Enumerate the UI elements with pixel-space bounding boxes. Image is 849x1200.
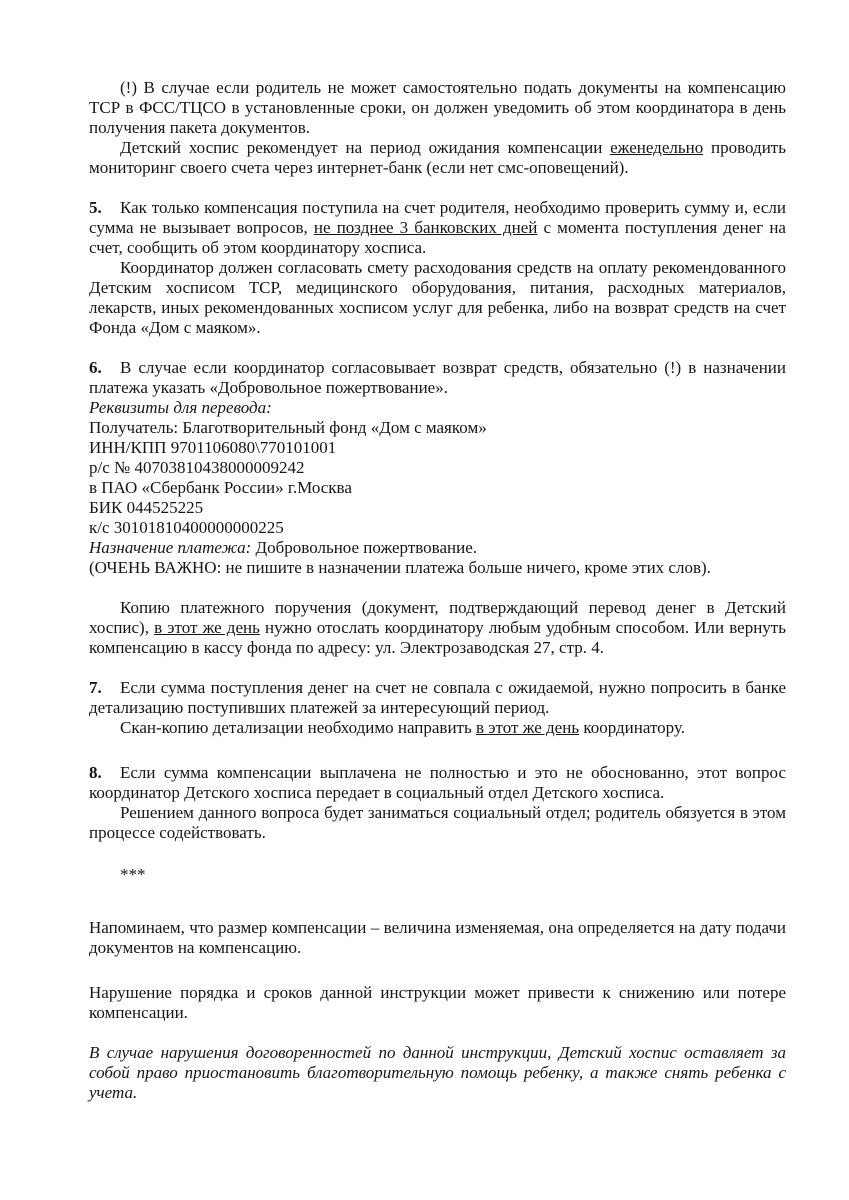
- underlined-text-run: не позднее 3 банковских дней: [313, 218, 538, 237]
- text-run: (!) В случае если родитель не может самостоятельно подать документы на компенсацию ТСР в ФСС/ТЦСО в установленные сроки, он должен уведомить об этом координатора в день получения пакета документов.: [89, 78, 786, 137]
- bank-line: [89, 478, 786, 498]
- text-run: Реквизиты для перевода:: [89, 398, 272, 417]
- intro-paragraph: [89, 78, 786, 138]
- final-italic-paragraph: [89, 1043, 786, 1103]
- text-run: к/с 30101810400000000225: [89, 518, 284, 537]
- text-run: Детский хоспис рекомендует на период ожидания компенсации: [120, 138, 611, 157]
- corr-account-line: [89, 518, 786, 538]
- violation-warning-paragraph: [89, 983, 786, 1023]
- text-run: с момента поступления денег на счет, сообщить об этом координатору хосписа.: [89, 218, 786, 257]
- text-run: Добровольное пожертвование.: [251, 538, 477, 557]
- text-run: ***: [120, 865, 146, 884]
- text-run: Напоминаем, что размер компенсации – величина изменяемая, она определяется на дату подачи документов на компенсацию.: [89, 918, 786, 957]
- item-7: [89, 678, 786, 718]
- underlined-text-run: еженедельно: [610, 138, 704, 157]
- payment-copy-paragraph: [89, 598, 786, 658]
- item-number: 8.: [89, 763, 102, 782]
- underlined-text-run: в этот же день: [154, 618, 260, 637]
- text-run: в ПАО «Сбербанк России» г.Москва: [89, 478, 352, 497]
- text-run: Если сумма компенсации выплачена не полностью и это не обоснованно, этот вопрос координатор Детского хосписа передает в социальный отдел Детского хосписа.: [89, 763, 786, 802]
- item-number: 6.: [89, 358, 102, 377]
- text-run: Как только компенсация поступила на счет родителя, необходимо проверить сумму и, если сумма не вызывает вопросов,: [89, 198, 786, 237]
- item-number: 5.: [89, 198, 102, 217]
- text-run: Копию платежного поручения (документ, подтверждающий перевод денег в Детский хоспис),: [89, 598, 786, 637]
- reminder-paragraph: [89, 918, 786, 958]
- italic-text-run: Назначение платежа:: [89, 538, 252, 557]
- text-run: ИНН/КПП 9701106080\770101001: [89, 438, 337, 457]
- underlined-text-run: в этот же день: [475, 718, 580, 737]
- text-run: Нарушение порядка и сроков данной инструкции может привести к снижению или потере компенсации.: [89, 983, 786, 1022]
- requisites-label: [89, 398, 786, 418]
- resolution-paragraph: [89, 803, 786, 843]
- text-run: Если сумма поступления денег на счет не совпала с ожидаемой, нужно попросить в банке детализацию поступивших платежей за интересующий период.: [89, 678, 786, 717]
- text-run: Координатор должен согласовать смету расходования средств на оплату рекомендованного Детским хосписом ТСР, медицинского оборудования, питания, расходных материалов, лекарств, иных рекомендованных хосписом услуг для ребенка, либо на возврат средств на счет Фонда «Дом с маяком».: [89, 258, 786, 337]
- text-run: В случае если координатор согласовывает возврат средств, обязательно (!) в назначении платежа указать «Добровольное пожертвование».: [89, 358, 786, 397]
- text-run: (ОЧЕНЬ ВАЖНО: не пишите в назначении платежа больше ничего, кроме этих слов).: [89, 558, 711, 577]
- item-8: [89, 763, 786, 803]
- coordinator-paragraph: [89, 258, 786, 338]
- scan-copy-paragraph: [89, 718, 786, 738]
- account-line: [89, 458, 786, 478]
- text-run: Скан-копию детализации необходимо направить: [120, 718, 476, 737]
- text-run: Получатель: Благотворительный фонд «Дом с маяком»: [89, 418, 487, 437]
- text-run: В случае нарушения договоренностей по данной инструкции, Детский хоспис оставляет за собой право приостановить благотворительную помощь ребенку, а также снять ребенка с учета.: [89, 1043, 786, 1102]
- payment-purpose-line: [89, 538, 786, 558]
- text-run: нужно отослать координатору любым удобным способом. Или вернуть компенсацию в кассу фонда по адресу: ул. Электрозаводская 27, стр. 4.: [89, 618, 786, 657]
- important-note-line: [89, 558, 786, 578]
- text-run: проводить мониторинг своего счета через интернет-банк (если нет смс-оповещений).: [89, 138, 786, 177]
- item-number: 7.: [89, 678, 102, 697]
- separator-stars: [89, 865, 786, 885]
- text-run: координатору.: [579, 718, 685, 737]
- text-run: БИК 044525225: [89, 498, 204, 517]
- text-run: Решением данного вопроса будет заниматься социальный отдел; родитель обязуется в этом процессе содействовать.: [89, 803, 786, 842]
- item-5: [89, 198, 786, 258]
- bik-line: [89, 498, 786, 518]
- recipient-line: [89, 418, 786, 438]
- document-body: [89, 78, 786, 1103]
- inn-kpp-line: [89, 438, 786, 458]
- text-run: р/с № 40703810438000009242: [89, 458, 305, 477]
- item-6: [89, 358, 786, 398]
- monitoring-paragraph: [89, 138, 786, 178]
